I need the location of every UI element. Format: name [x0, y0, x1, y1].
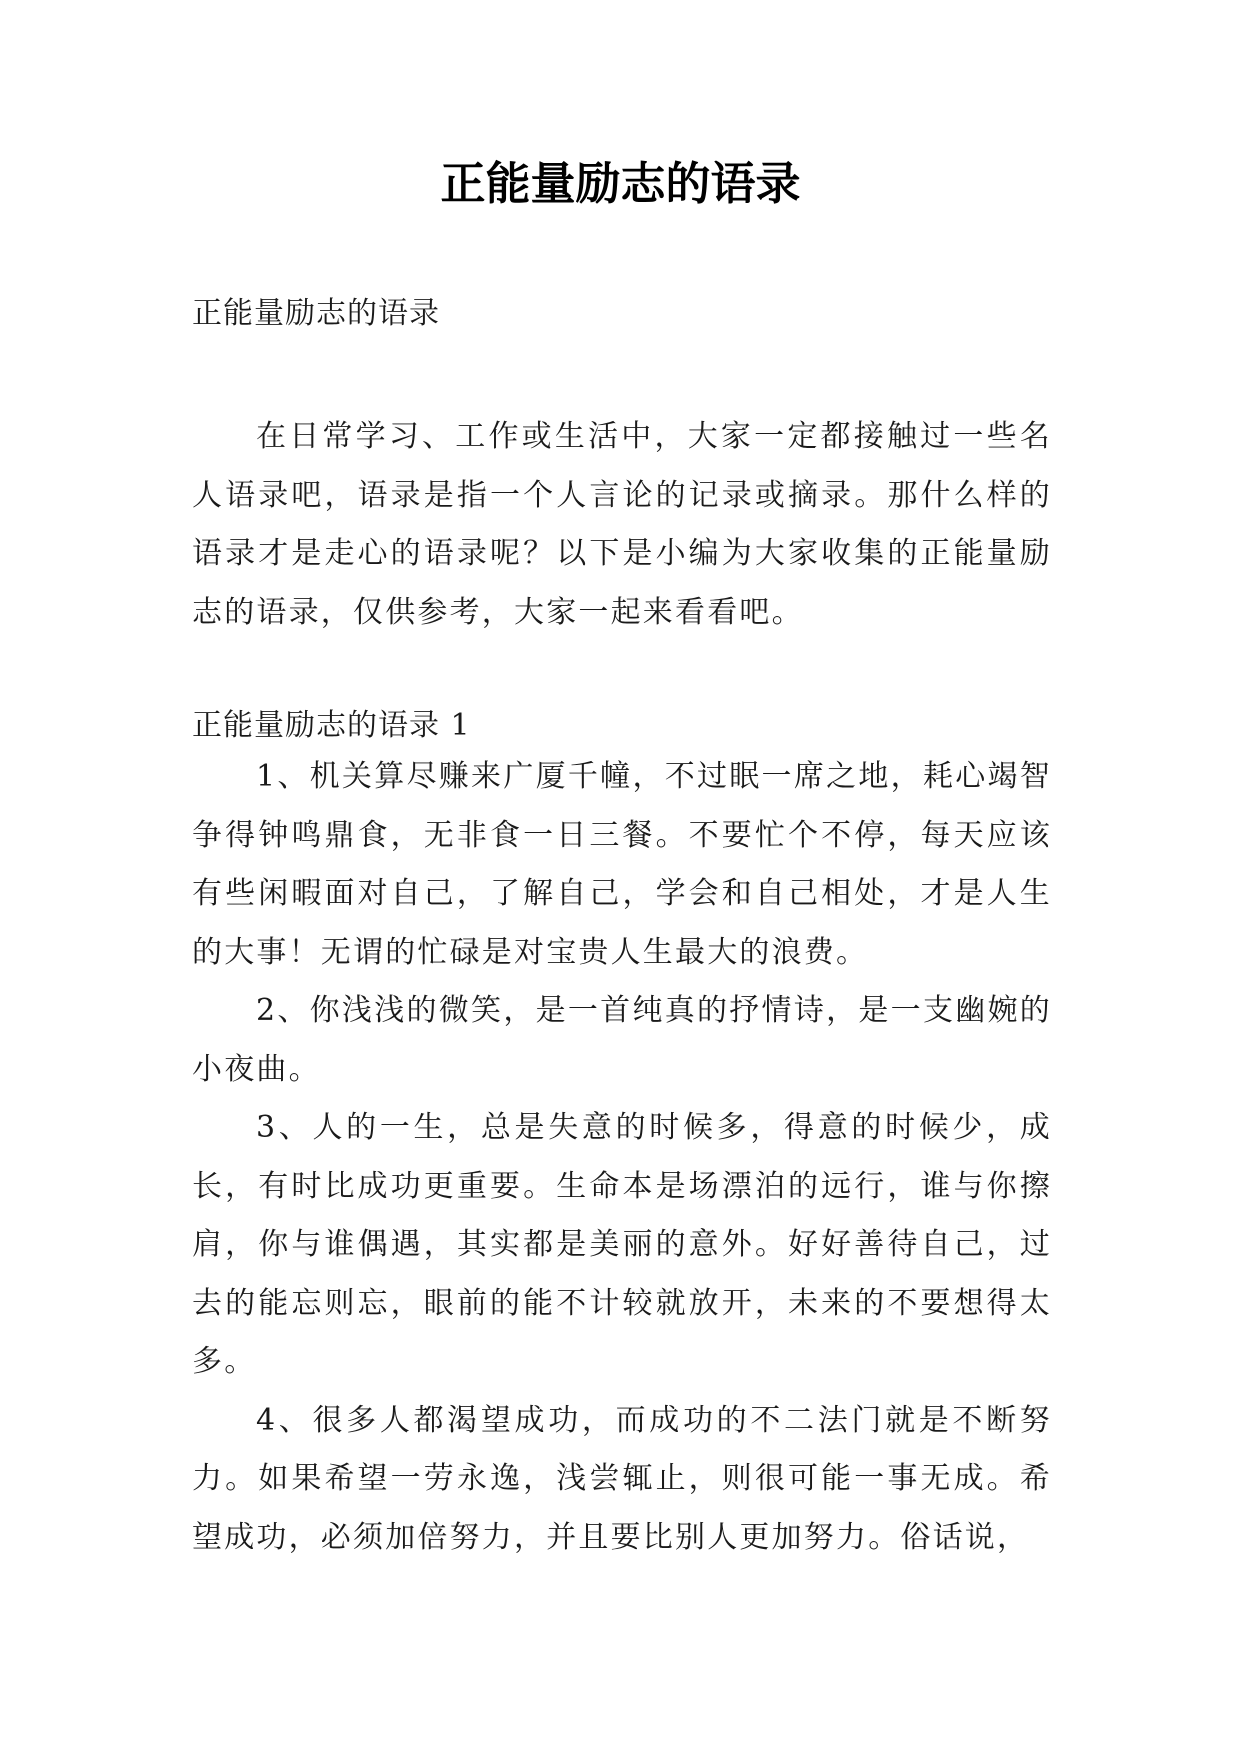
quote-list — [192, 748, 1052, 1567]
section-heading: 正能量励志的语录 1 — [192, 708, 471, 743]
document-subtitle: 正能量励志的语录 — [192, 296, 440, 331]
intro-paragraph: 在日常学习、工作或生活中，大家一定都接触过一些名人语录吧，语录是指一个人言论的记录或摘录。那什么样的语录才是走心的语录呢？以下是小编为大家收集的正能量励志的语录，仅供参考，大家一起来看看吧。 — [192, 419, 1052, 630]
quote-item-4: 4、很多人都渴望成功，而成功的不二法门就是不断努力。如果希望一劳永逸，浅尝辄止，则很可能一事无成。希望成功，必须加倍努力，并且要比别人更加努力。俗话说， — [192, 1402, 1052, 1555]
quote-item-1: 1、机关算尽赚来广厦千幢，不过眠一席之地，耗心竭智争得钟鸣鼎食，无非食一日三餐。不要忙个不停，每天应该有些闲暇面对自己，了解自己，学会和自己相处，才是人生的大事！无谓的忙碌是对宝贵人生最大的浪费。 — [192, 759, 1052, 970]
document-title: 正能量励志的语录 — [440, 157, 801, 210]
quote-item-2: 2、你浅浅的微笑，是一首纯真的抒情诗，是一支幽婉的小夜曲。 — [192, 993, 1052, 1087]
quote-item-3: 3、人的一生，总是失意的时候多，得意的时候少，成长，有时比成功更重要。生命本是场漂泊的远行，谁与你擦肩，你与谁偶遇，其实都是美丽的意外。好好善待自己，过去的能忘则忘，眼前的能不计较就放开，未来的不要想得太多。 — [192, 1110, 1052, 1379]
